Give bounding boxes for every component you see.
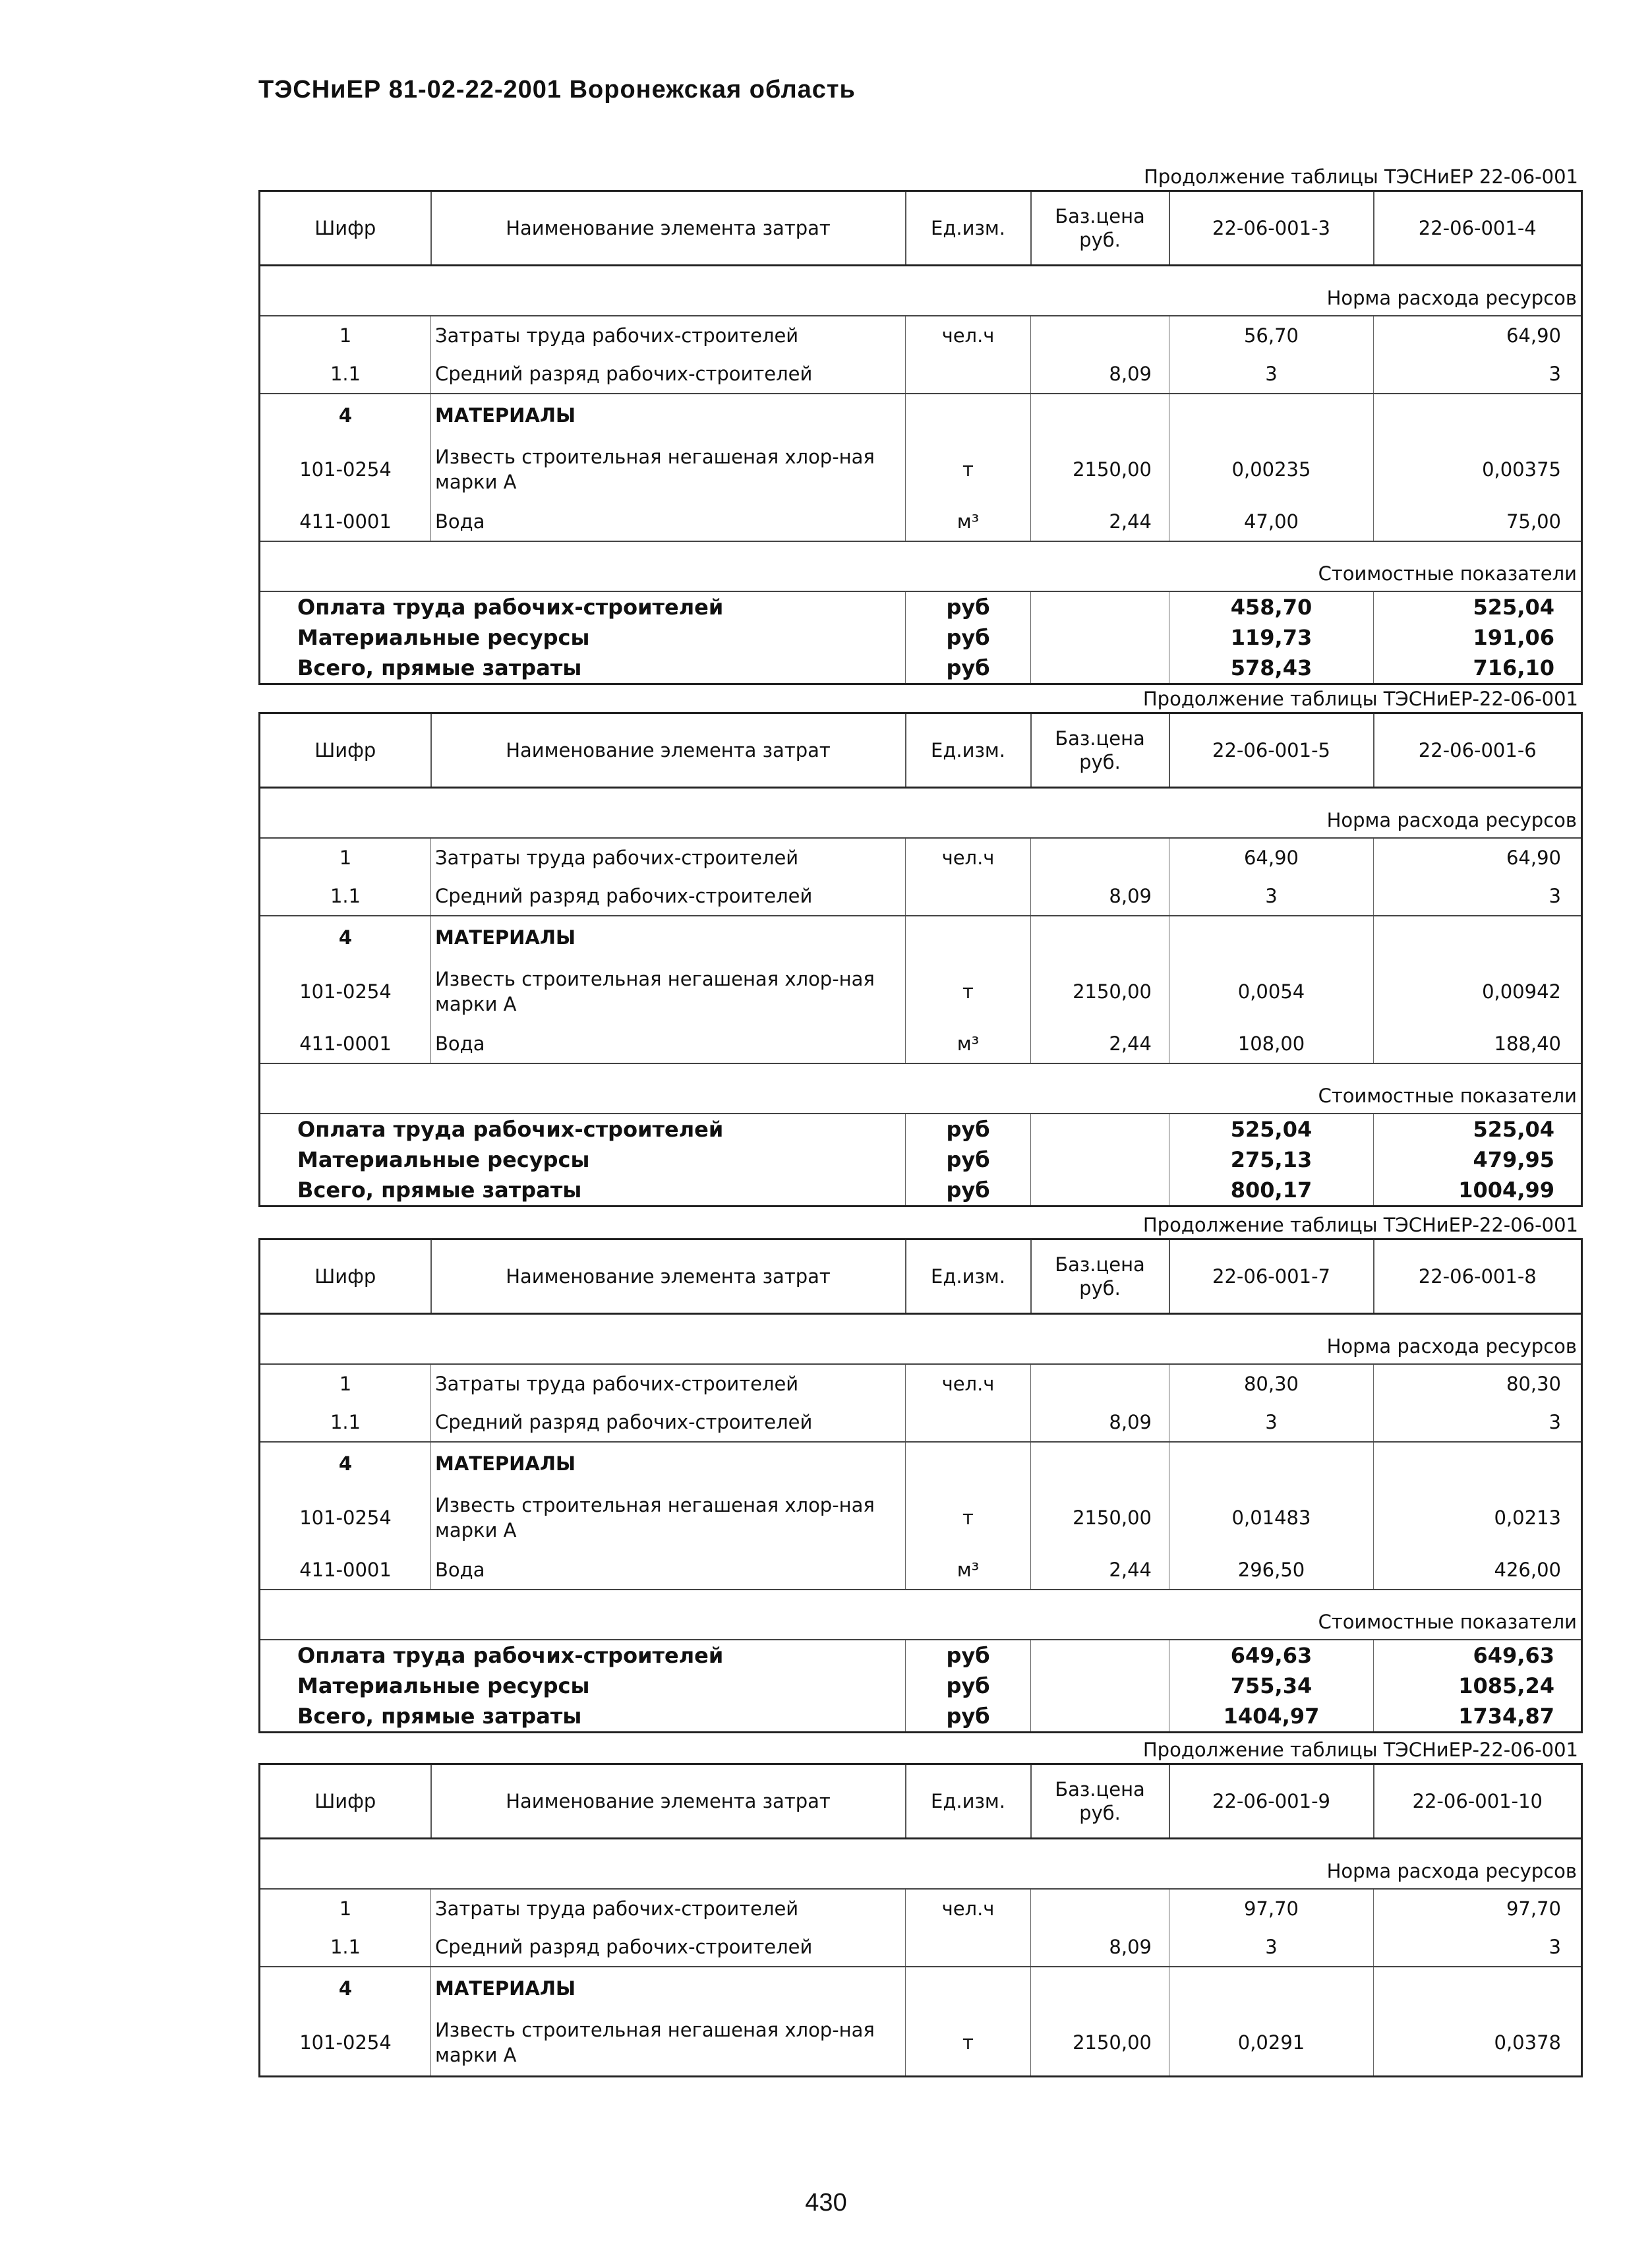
section-norm-row <box>260 1854 1582 1889</box>
row-value-a: 56,70 <box>1169 316 1374 355</box>
total-label: Оплата труда рабочих-строителей <box>260 1114 906 1145</box>
row-unit <box>906 877 1031 916</box>
table-caption: Продолжение таблицы ТЭСНиЕР 22-06-001 <box>1144 165 1578 188</box>
row-value-b: 3 <box>1374 1403 1582 1442</box>
table-row <box>260 2010 1582 2077</box>
row-price <box>1031 1442 1169 1485</box>
row-name: Вода <box>431 1025 906 1063</box>
total-row <box>260 591 1582 622</box>
spacer-row <box>260 788 1582 804</box>
row-price: 2,44 <box>1031 1551 1169 1590</box>
header-price-line1: Баз.цена <box>1055 205 1145 227</box>
row-value-b: 64,90 <box>1506 324 1561 347</box>
header-col-a: 22-06-001-9 <box>1169 1764 1374 1839</box>
row-value-b: 0,0213 <box>1494 1506 1561 1529</box>
row-unit: м³ <box>906 502 1031 541</box>
header-price-line1: Баз.цена <box>1055 1253 1145 1276</box>
total-value-b: 1004,99 <box>1458 1178 1554 1203</box>
table-row <box>260 502 1582 541</box>
spacer-row <box>260 1314 1582 1330</box>
row-price <box>1031 394 1169 436</box>
row-value-a: 3 <box>1169 1403 1374 1442</box>
header-col-a: 22-06-001-5 <box>1169 713 1374 788</box>
row-name: Известь строительная негашеная хлор-ная марки А <box>431 2010 906 2077</box>
total-value-a: 578,43 <box>1169 653 1374 684</box>
row-code: 4 <box>260 1442 431 1485</box>
row-value-b <box>1374 394 1582 436</box>
row-code: 101-0254 <box>260 959 431 1025</box>
row-price <box>1031 1364 1169 1403</box>
total-value-b: 1734,87 <box>1458 1704 1554 1729</box>
row-value-b <box>1374 1442 1582 1485</box>
spacer-row <box>260 1063 1582 1079</box>
row-name: Известь строительная негашеная хлор-ная марки А <box>431 436 906 502</box>
row-code: 411-0001 <box>260 1025 431 1063</box>
row-value-a: 296,50 <box>1169 1551 1374 1590</box>
row-code: 101-0254 <box>260 436 431 502</box>
row-value-a: 64,90 <box>1169 838 1374 877</box>
header-price <box>1031 713 1169 788</box>
table-caption: Продолжение таблицы ТЭСНиЕР-22-06-001 <box>1142 1739 1578 1761</box>
total-price-empty <box>1031 1701 1169 1733</box>
total-row <box>260 622 1582 653</box>
table-row <box>260 394 1582 436</box>
header-code: Шифр <box>260 1764 431 1839</box>
page-number: 430 <box>805 2189 847 2217</box>
row-value-b: 0,00375 <box>1482 458 1561 481</box>
row-code: 4 <box>260 1967 431 2010</box>
row-name: Средний разряд рабочих-строителей <box>431 877 906 916</box>
row-price <box>1031 838 1169 877</box>
row-price <box>1031 916 1169 959</box>
row-price: 8,09 <box>1031 1403 1169 1442</box>
row-value-a: 97,70 <box>1169 1889 1374 1928</box>
total-value-a: 525,04 <box>1169 1114 1374 1145</box>
table-block-4 <box>258 1737 1581 2077</box>
row-price: 2150,00 <box>1031 959 1169 1025</box>
row-value-a <box>1169 1967 1374 2010</box>
section-cost-row <box>260 556 1582 591</box>
total-price-empty <box>1031 1640 1169 1671</box>
header-col-b: 22-06-001-4 <box>1374 191 1582 266</box>
table-row <box>260 1364 1582 1403</box>
table-row <box>260 1403 1582 1442</box>
row-value-a: 0,0291 <box>1169 2010 1374 2077</box>
row-code: 411-0001 <box>260 502 431 541</box>
row-value-a: 0,00235 <box>1169 436 1374 502</box>
row-code: 1 <box>260 838 431 877</box>
row-code: 1 <box>260 1889 431 1928</box>
row-value-b: 188,40 <box>1494 1032 1561 1055</box>
section-norm-row <box>260 1329 1582 1364</box>
table-row <box>260 1551 1582 1590</box>
header-name: Наименование элемента затрат <box>431 1764 906 1839</box>
row-price <box>1031 1889 1169 1928</box>
table-block-2 <box>258 686 1581 1207</box>
total-price-empty <box>1031 622 1169 653</box>
total-row <box>260 1145 1582 1175</box>
table-block-1 <box>258 164 1581 685</box>
row-unit: м³ <box>906 1025 1031 1063</box>
row-name: Затраты труда рабочих-строителей <box>431 1364 906 1403</box>
total-value-b: 479,95 <box>1473 1147 1554 1172</box>
total-unit: руб <box>906 1671 1031 1701</box>
row-name: МАТЕРИАЛЫ <box>431 916 906 959</box>
row-code: 4 <box>260 394 431 436</box>
total-unit: руб <box>906 1145 1031 1175</box>
table-header-row <box>260 191 1582 266</box>
total-value-a: 458,70 <box>1169 591 1374 622</box>
header-price-line1: Баз.цена <box>1055 1778 1145 1801</box>
row-value-b: 3 <box>1374 877 1582 916</box>
total-value-b: 525,04 <box>1473 1117 1554 1142</box>
header-col-b: 22-06-001-6 <box>1374 713 1582 788</box>
row-value-b: 3 <box>1374 355 1582 394</box>
table-header-row <box>260 713 1582 788</box>
table-header-row <box>260 1764 1582 1839</box>
row-unit <box>906 1928 1031 1967</box>
row-unit <box>906 394 1031 436</box>
table-row <box>260 1485 1582 1551</box>
row-unit: чел.ч <box>906 838 1031 877</box>
section-cost-row <box>260 1079 1582 1114</box>
row-code: 1.1 <box>260 1928 431 1967</box>
row-unit: т <box>906 2010 1031 2077</box>
row-price <box>1031 316 1169 355</box>
row-price: 2,44 <box>1031 1025 1169 1063</box>
total-unit: руб <box>906 653 1031 684</box>
header-col-b: 22-06-001-10 <box>1374 1764 1582 1839</box>
row-price <box>1031 1967 1169 2010</box>
total-unit: руб <box>906 622 1031 653</box>
row-price: 8,09 <box>1031 1928 1169 1967</box>
header-col-b: 22-06-001-8 <box>1374 1239 1582 1314</box>
header-price-line2: руб. <box>1079 1802 1121 1824</box>
row-value-b <box>1374 1967 1582 2010</box>
total-unit: руб <box>906 591 1031 622</box>
row-name: Затраты труда рабочих-строителей <box>431 316 906 355</box>
table-row <box>260 916 1582 959</box>
row-value-b: 426,00 <box>1494 1559 1561 1581</box>
row-code: 1.1 <box>260 877 431 916</box>
total-value-a: 649,63 <box>1169 1640 1374 1671</box>
total-label: Всего, прямые затраты <box>260 1175 906 1207</box>
table-row <box>260 436 1582 502</box>
spacer-row <box>260 541 1582 556</box>
row-price: 8,09 <box>1031 877 1169 916</box>
section-cost-label: Стоимостные показатели <box>260 556 1582 591</box>
total-label: Оплата труда рабочих-строителей <box>260 591 906 622</box>
row-unit: чел.ч <box>906 1364 1031 1403</box>
total-value-b: 1085,24 <box>1458 1673 1554 1698</box>
total-row <box>260 1175 1582 1207</box>
row-code: 1 <box>260 316 431 355</box>
total-unit: руб <box>906 1640 1031 1671</box>
row-unit <box>906 1967 1031 2010</box>
header-unit: Ед.изм. <box>906 1764 1031 1839</box>
total-value-b: 649,63 <box>1473 1643 1554 1668</box>
row-unit: т <box>906 1485 1031 1551</box>
row-unit <box>906 916 1031 959</box>
table-row <box>260 838 1582 877</box>
row-code: 1.1 <box>260 1403 431 1442</box>
row-name: Затраты труда рабочих-строителей <box>431 1889 906 1928</box>
row-value-a <box>1169 394 1374 436</box>
row-value-b: 0,00942 <box>1482 980 1561 1003</box>
row-unit: чел.ч <box>906 1889 1031 1928</box>
row-name: МАТЕРИАЛЫ <box>431 394 906 436</box>
total-value-a: 119,73 <box>1169 622 1374 653</box>
row-value-a <box>1169 916 1374 959</box>
row-value-a: 108,00 <box>1169 1025 1374 1063</box>
total-label: Всего, прямые затраты <box>260 1701 906 1733</box>
spacer-row <box>260 1590 1582 1605</box>
header-col-a: 22-06-001-3 <box>1169 191 1374 266</box>
section-cost-row <box>260 1605 1582 1640</box>
table-row <box>260 1967 1582 2010</box>
total-value-b: 716,10 <box>1473 655 1554 680</box>
total-row <box>260 1701 1582 1733</box>
row-code: 4 <box>260 916 431 959</box>
spacer-row <box>260 266 1582 282</box>
total-label: Материальные ресурсы <box>260 1671 906 1701</box>
total-price-empty <box>1031 591 1169 622</box>
row-unit: чел.ч <box>906 316 1031 355</box>
row-value-a: 80,30 <box>1169 1364 1374 1403</box>
row-value-b: 0,0378 <box>1494 2031 1561 2054</box>
total-row <box>260 1640 1582 1671</box>
total-label: Всего, прямые затраты <box>260 653 906 684</box>
row-price: 2150,00 <box>1031 2010 1169 2077</box>
row-code: 1 <box>260 1364 431 1403</box>
row-value-b: 64,90 <box>1506 847 1561 869</box>
document-title: ТЭСНиЕР 81-02-22-2001 Воронежская область <box>258 76 856 104</box>
row-unit <box>906 355 1031 394</box>
table-row <box>260 1928 1582 1967</box>
row-unit: м³ <box>906 1551 1031 1590</box>
table-row <box>260 316 1582 355</box>
header-unit: Ед.изм. <box>906 1239 1031 1314</box>
header-price <box>1031 191 1169 266</box>
row-name: Известь строительная негашеная хлор-ная марки А <box>431 959 906 1025</box>
header-code: Шифр <box>260 713 431 788</box>
total-label: Материальные ресурсы <box>260 1145 906 1175</box>
header-price-line2: руб. <box>1079 1277 1121 1299</box>
row-value-b: 80,30 <box>1506 1373 1561 1395</box>
row-code: 101-0254 <box>260 2010 431 2077</box>
total-row <box>260 1671 1582 1701</box>
total-value-a: 800,17 <box>1169 1175 1374 1207</box>
total-value-a: 755,34 <box>1169 1671 1374 1701</box>
total-value-b: 191,06 <box>1473 625 1554 650</box>
table-row <box>260 877 1582 916</box>
header-price-line2: руб. <box>1079 751 1121 773</box>
row-unit: т <box>906 959 1031 1025</box>
total-price-empty <box>1031 1671 1169 1701</box>
table-caption: Продолжение таблицы ТЭСНиЕР-22-06-001 <box>1142 688 1578 710</box>
row-name: Средний разряд рабочих-строителей <box>431 355 906 394</box>
total-unit: руб <box>906 1114 1031 1145</box>
total-price-empty <box>1031 1145 1169 1175</box>
row-name: Затраты труда рабочих-строителей <box>431 838 906 877</box>
row-value-a: 0,0054 <box>1169 959 1374 1025</box>
header-name: Наименование элемента затрат <box>431 713 906 788</box>
row-name: Средний разряд рабочих-строителей <box>431 1928 906 1967</box>
header-price <box>1031 1764 1169 1839</box>
total-value-a: 1404,97 <box>1169 1701 1374 1733</box>
total-price-empty <box>1031 1114 1169 1145</box>
resource-table <box>258 190 1583 685</box>
section-norm-label: Норма расхода ресурсов <box>260 803 1582 838</box>
table-row <box>260 1889 1582 1928</box>
table-row <box>260 1442 1582 1485</box>
header-price-line1: Баз.цена <box>1055 727 1145 750</box>
header-code: Шифр <box>260 191 431 266</box>
row-price: 2,44 <box>1031 502 1169 541</box>
header-price-line2: руб. <box>1079 229 1121 251</box>
total-row <box>260 1114 1582 1145</box>
row-value-a: 3 <box>1169 1928 1374 1967</box>
total-value-a: 275,13 <box>1169 1145 1374 1175</box>
row-value-b: 3 <box>1374 1928 1582 1967</box>
section-cost-label: Стоимостные показатели <box>260 1605 1582 1640</box>
table-caption: Продолжение таблицы ТЭСНиЕР-22-06-001 <box>1142 1214 1578 1236</box>
section-norm-row <box>260 281 1582 316</box>
row-value-a: 3 <box>1169 355 1374 394</box>
section-norm-label: Норма расхода ресурсов <box>260 281 1582 316</box>
row-code: 101-0254 <box>260 1485 431 1551</box>
header-unit: Ед.изм. <box>906 713 1031 788</box>
row-code: 411-0001 <box>260 1551 431 1590</box>
table-header-row <box>260 1239 1582 1314</box>
row-unit <box>906 1403 1031 1442</box>
total-price-empty <box>1031 1175 1169 1207</box>
row-unit <box>906 1442 1031 1485</box>
section-cost-label: Стоимостные показатели <box>260 1079 1582 1114</box>
spacer-row <box>260 1839 1582 1855</box>
header-name: Наименование элемента затрат <box>431 191 906 266</box>
row-value-a: 3 <box>1169 877 1374 916</box>
table-block-3 <box>258 1212 1581 1733</box>
resource-table <box>258 712 1583 1207</box>
row-value-b: 75,00 <box>1506 510 1561 533</box>
row-price: 2150,00 <box>1031 1485 1169 1551</box>
header-unit: Ед.изм. <box>906 191 1031 266</box>
row-unit: т <box>906 436 1031 502</box>
header-price <box>1031 1239 1169 1314</box>
total-row <box>260 653 1582 684</box>
row-name: Средний разряд рабочих-строителей <box>431 1403 906 1442</box>
row-value-a: 0,01483 <box>1169 1485 1374 1551</box>
total-value-b: 525,04 <box>1473 595 1554 620</box>
table-row <box>260 1025 1582 1063</box>
row-name: МАТЕРИАЛЫ <box>431 1442 906 1485</box>
total-label: Оплата труда рабочих-строителей <box>260 1640 906 1671</box>
row-value-a <box>1169 1442 1374 1485</box>
total-unit: руб <box>906 1701 1031 1733</box>
header-col-a: 22-06-001-7 <box>1169 1239 1374 1314</box>
row-value-a: 47,00 <box>1169 502 1374 541</box>
table-row <box>260 355 1582 394</box>
row-name: Вода <box>431 1551 906 1590</box>
row-code: 1.1 <box>260 355 431 394</box>
resource-table <box>258 1238 1583 1733</box>
header-name: Наименование элемента затрат <box>431 1239 906 1314</box>
row-price: 8,09 <box>1031 355 1169 394</box>
row-price: 2150,00 <box>1031 436 1169 502</box>
row-value-b: 97,70 <box>1506 1897 1561 1920</box>
total-unit: руб <box>906 1175 1031 1207</box>
row-value-b <box>1374 916 1582 959</box>
resource-table <box>258 1763 1583 2077</box>
row-name: Вода <box>431 502 906 541</box>
table-row <box>260 959 1582 1025</box>
header-code: Шифр <box>260 1239 431 1314</box>
section-norm-label: Норма расхода ресурсов <box>260 1329 1582 1364</box>
total-label: Материальные ресурсы <box>260 622 906 653</box>
row-name: Известь строительная негашеная хлор-ная марки А <box>431 1485 906 1551</box>
section-norm-row <box>260 803 1582 838</box>
row-name: МАТЕРИАЛЫ <box>431 1967 906 2010</box>
total-price-empty <box>1031 653 1169 684</box>
section-norm-label: Норма расхода ресурсов <box>260 1854 1582 1889</box>
